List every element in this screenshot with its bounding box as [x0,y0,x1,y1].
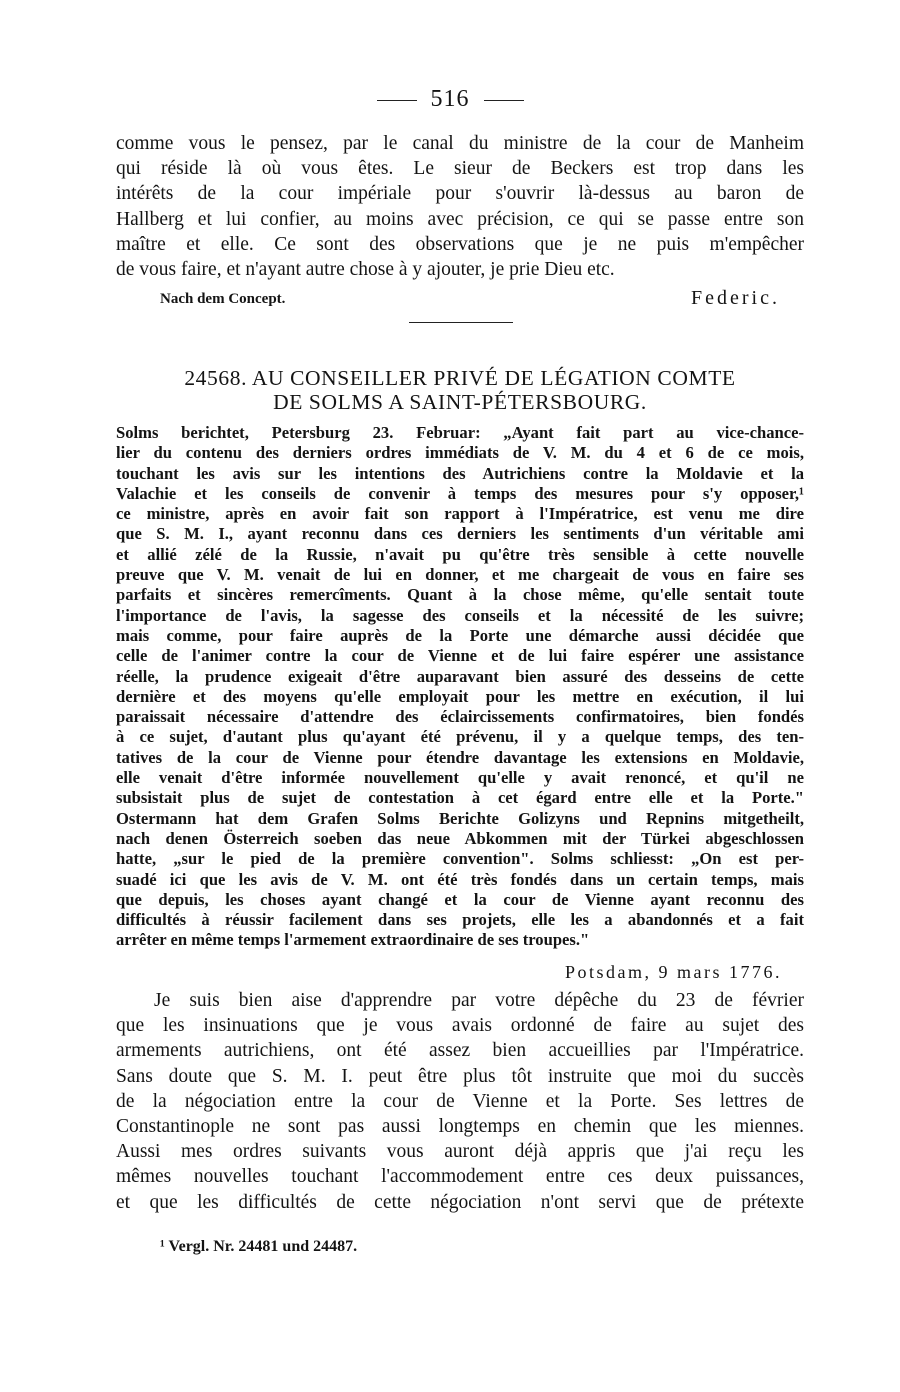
summary-line: et allié zélé de la Russie, n'avait pu qu'être très sensible à cette nouvelle [116,544,804,564]
summary-line: paraissait nécessaire d'attendre des éclaircissements confirmatoires, bien fondés [116,707,804,727]
page-number-row [0,86,900,113]
summary-line: Valachie et les conseils de convenir à temps des mesures pour s'y opposer,¹ [116,483,804,503]
body-line: Je suis bien aise d'apprendre par votre dépêche du 23 de février [154,990,804,1011]
heading-line-2: DE SOLMS A SAINT-PÉTERSBOURG. [273,390,647,414]
body-line: que les insinuations que je vous avais ordonné de faire au sujet des [116,1015,804,1037]
source-note: Nach dem Concept. [160,291,286,307]
body-line: mêmes nouvelles touchant l'accommodement entre ces deux puissances, [116,1166,804,1188]
signature: Federic. [691,287,780,309]
summary-line: à ce sujet, d'autant plus qu'ayant été prévenu, il y a quelque temps, des ten- [116,727,804,747]
summary-line: nach denen Österreich soeben das neue Abkommen mit der Türkei abgeschlossen [116,828,804,848]
summary-line: lier du contenu des derniers ordres immédiats de V. M. du 4 et 6 de ce mois, [116,443,804,463]
text-line: maître et elle. Ce sont des observations que je ne puis m'empêcher [116,233,804,255]
footnote: ¹ Vergl. Nr. 24481 und 24487. [160,1238,358,1255]
body-line: Sans doute que S. M. I. peut être plus tôt instruite que moi du succès [116,1065,804,1087]
text-line: intérêts de la cour impériale pour s'ouvrir là-dessus au baron de [116,183,804,205]
summary-line: ce ministre, après en avoir fait son rapport à l'Impératrice, est venu me dire [116,504,804,524]
summary-line: parfaits et sincères remercîments. Quant à la chose même, qu'elle sentait toute [116,585,804,605]
letter-heading [130,366,790,414]
text-line: de vous faire, et n'ayant autre chose à y ajouter, je prie Dieu etc. [116,259,615,281]
summary-line: Solms berichtet, Petersburg 23. Februar: „Ayant fait part au vice-chance- [116,423,804,442]
page-number-dash-left [377,100,417,101]
signature-row [160,287,780,313]
summary-line: hatte, „sur le pied de la première convention". Solms schliesst: „On est per- [116,849,804,869]
body-line: et que les difficultés de cette négociation n'ont servi que de prétexte [116,1191,804,1213]
continuation-paragraph [116,131,804,282]
text-line: qui réside là où vous êtes. Le sieur de Beckers est trop dans les [116,158,804,180]
body-line: armements autrichiens, ont été assez bien accueillies par l'Impératrice. [116,1040,804,1062]
text-line: Hallberg et lui confier, au moins avec précision, ce qui se passe entre son [116,208,804,230]
summary-line: elle venait d'être informée nouvellement qu'elle y avait renoncé, et qu'il ne [116,768,804,788]
page-number-dash-right [484,100,524,101]
page-number: 516 [430,86,470,112]
summary-line: difficultés à réussir facilement dans ses projets, elle les a abandonnés et a fait [116,910,804,930]
report-summary [116,423,804,951]
summary-line: suadé ici que les avis de V. M. ont été très fondés dans un certain temps, mais [116,869,804,889]
summary-line: celle de l'animer contre la cour de Vienne et de lui faire espérer une assistance [116,646,804,666]
summary-line: tatives de la cour de Vienne pour étendre davantage les extensions en Moldavie, [116,747,804,767]
letter-body [116,988,804,1215]
section-divider [409,322,513,323]
body-line: de la négociation entre la cour de Vienne et la Porte. Ses lettres de [116,1090,804,1112]
summary-line: l'importance de l'avis, la sagesse des conseils et la nécessité de les suivre; [116,605,804,625]
summary-line: réelle, la prudence exigeait d'être auparavant bien assuré des desseins de cette [116,666,804,686]
summary-line: Ostermann hat dem Grafen Solms Berichte Golizyns und Repnins mitgetheilt, [116,808,804,828]
summary-line: mais comme, pour faire auprès de la Porte une démarche aussi décidée que [116,625,804,645]
summary-line: dernière et des moyens qu'elle employait pour les mettre en exécution, il lui [116,686,804,706]
summary-line: preuve que V. M. venait de lui en donner, et me chargeait de vous en faire ses [116,565,804,585]
summary-line: touchant les avis sur les intentions des Autrichiens contre la Moldavie et la [116,463,804,483]
body-line: Constantinople ne sont pas aussi longtemps en chemin que les miennes. [116,1116,804,1138]
text-line: comme vous le pensez, par le canal du ministre de la cour de Manheim [116,133,804,154]
summary-line: que depuis, les choses ayant changé et la cour de Vienne ayant reconnu des [116,889,804,909]
body-line: Aussi mes ordres suivants vous auront déjà appris que j'ai reçu les [116,1141,804,1163]
summary-line: que S. M. I., ayant reconnu dans ces derniers les sentiments d'un véritable ami [116,524,804,544]
summary-line: arrêter en même temps l'armement extraordinaire de ses troupes." [116,930,590,950]
summary-line: subsistait plus de sujet de contestation à cet égard entre elle et la Porte." [116,788,804,808]
dateline: Potsdam, 9 mars 1776. [565,962,782,982]
heading-line-1: 24568. AU CONSEILLER PRIVÉ DE LÉGATION COMTE [184,366,736,390]
